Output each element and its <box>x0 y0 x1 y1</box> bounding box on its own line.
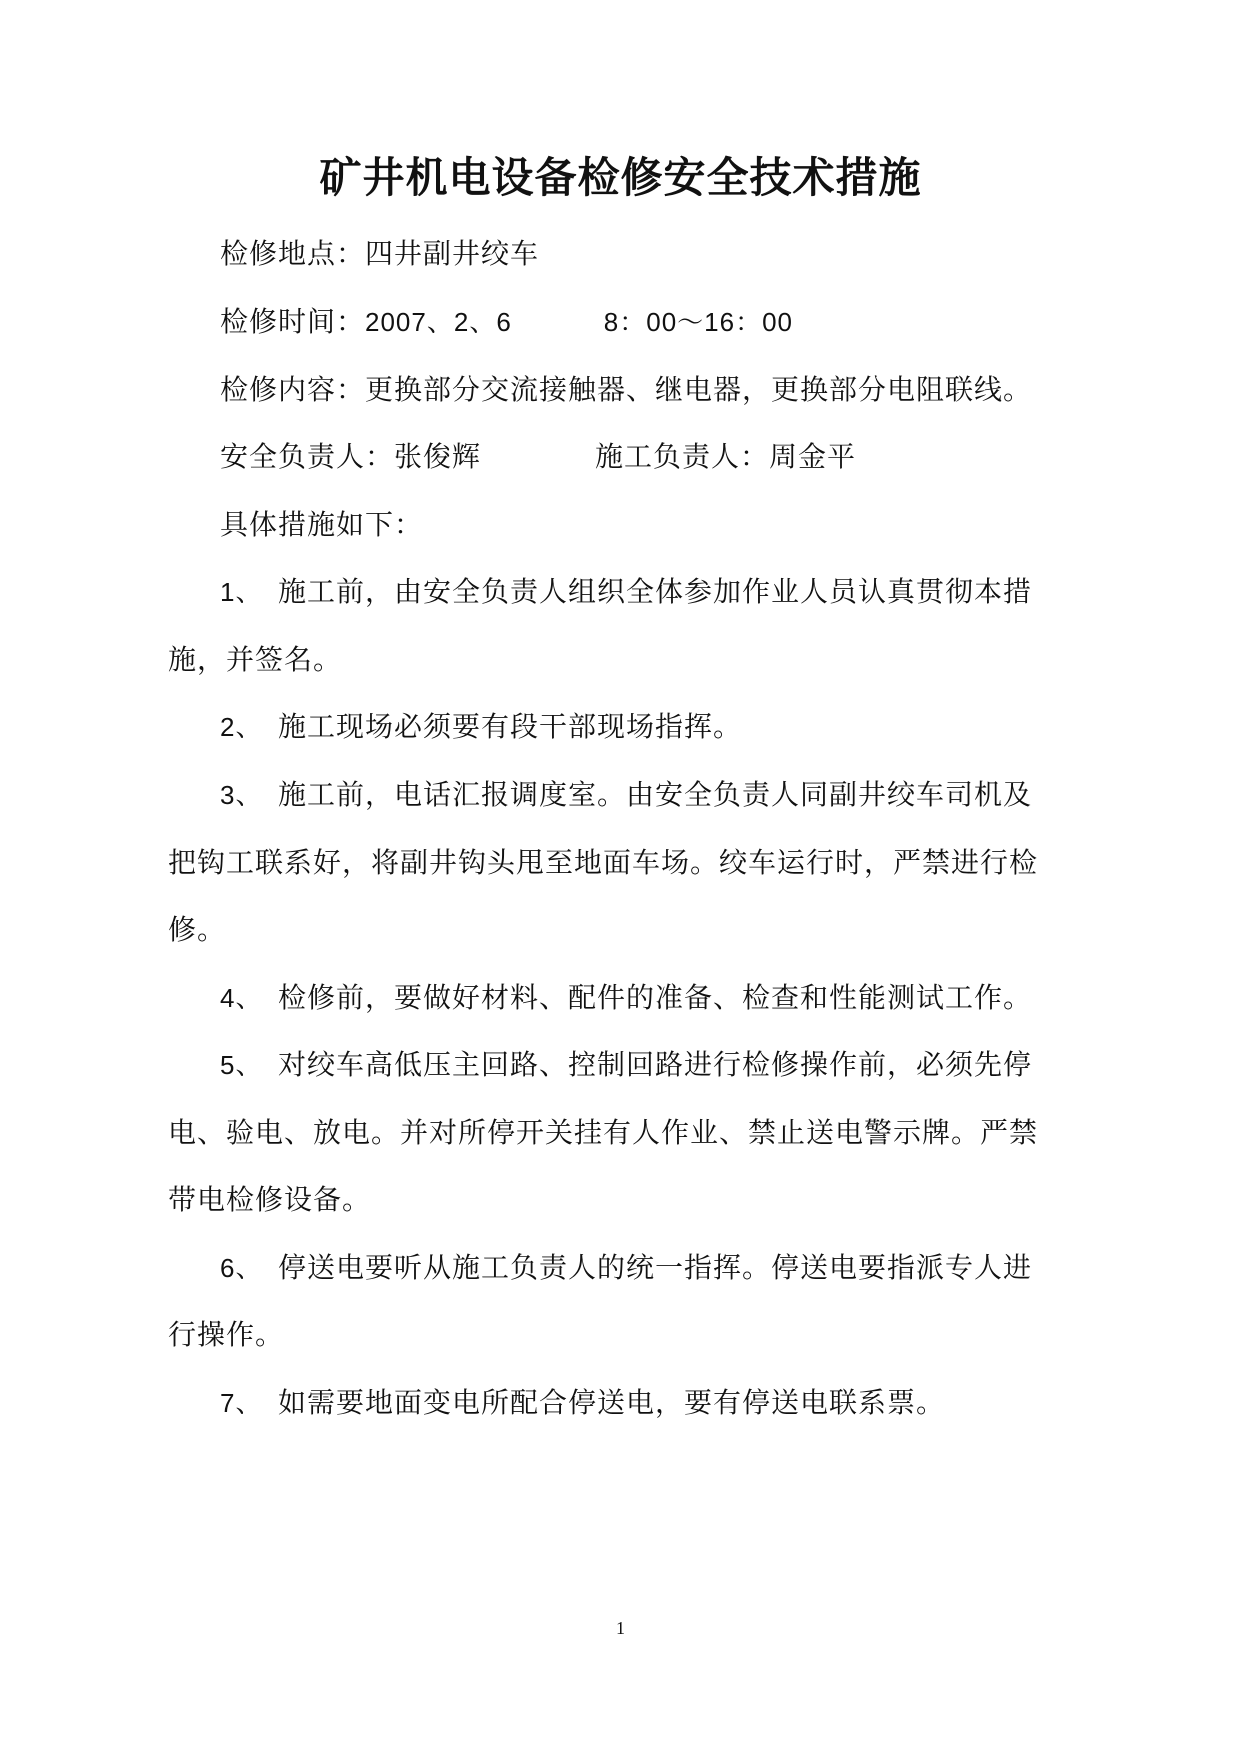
measure-number: 4、 <box>220 983 263 1013</box>
measure-continuation: 行操作。 <box>168 1318 285 1351</box>
time-date: 2007、2、6 <box>365 307 512 337</box>
measure-text: 如需要地面变电所配合停送电，要有停送电联系票。 <box>278 1386 946 1419</box>
document-title: 矿井机电设备检修安全技术措施 <box>319 153 922 202</box>
measure-item <box>220 707 742 747</box>
measure-continuation: 带电检修设备。 <box>168 1183 372 1216</box>
measure-text: 施工现场必须要有段干部现场指挥。 <box>278 710 743 743</box>
measure-continuation: 把钩工联系好，将副井钩头甩至地面车场。绞车运行时，严禁进行检 <box>168 846 1039 879</box>
measure-item <box>220 1248 1032 1288</box>
measure-text: 施工前，电话汇报调度室。由安全负责人同副井绞车司机及 <box>278 778 1033 811</box>
measure-continuation: 电、验电、放电。并对所停开关挂有人作业、禁止送电警示牌。严禁 <box>168 1116 1039 1149</box>
measure-number: 5、 <box>220 1050 263 1080</box>
content-label: 检修内容： <box>220 373 366 406</box>
location-line <box>220 234 539 274</box>
time-range: 8：00～16：00 <box>603 307 794 337</box>
time-line <box>220 302 793 342</box>
leads-line <box>220 437 856 477</box>
measure-text: 施工前，由安全负责人组织全体参加作业人员认真贯彻本措 <box>278 575 1033 608</box>
location-label: 检修地点： <box>220 237 366 270</box>
measure-item <box>220 572 1032 612</box>
measure-number: 6、 <box>220 1253 263 1283</box>
measure-text: 对绞车高低压主回路、控制回路进行检修操作前，必须先停 <box>278 1048 1033 1081</box>
construction-lead-value: 周金平 <box>769 440 857 473</box>
measure-item <box>220 775 1032 815</box>
safety-lead-value: 张俊辉 <box>394 440 482 473</box>
measure-continuation: 施，并签名。 <box>168 643 343 676</box>
content-value: 更换部分交流接触器、继电器，更换部分电阻联线。 <box>365 373 1033 406</box>
measure-text: 停送电要听从施工负责人的统一指挥。停送电要指派专人进 <box>278 1251 1033 1284</box>
measure-text: 检修前，要做好材料、配件的准备、检查和性能测试工作。 <box>278 981 1033 1014</box>
measures-intro: 具体措施如下： <box>220 508 424 541</box>
safety-lead-label: 安全负责人： <box>220 440 395 473</box>
measure-item <box>220 1045 1032 1085</box>
measure-number: 7、 <box>220 1388 263 1418</box>
measure-item <box>220 1383 945 1423</box>
measure-number: 1、 <box>220 577 263 607</box>
measure-number: 3、 <box>220 780 263 810</box>
content-line <box>220 370 1032 410</box>
page-number: 1 <box>616 1618 625 1638</box>
measure-continuation: 修。 <box>168 913 227 946</box>
measure-number: 2、 <box>220 712 263 742</box>
location-value: 四井副井绞车 <box>365 237 540 270</box>
construction-lead-label: 施工负责人： <box>595 440 770 473</box>
time-label: 检修时间： <box>220 305 366 338</box>
measure-item <box>220 978 1032 1018</box>
